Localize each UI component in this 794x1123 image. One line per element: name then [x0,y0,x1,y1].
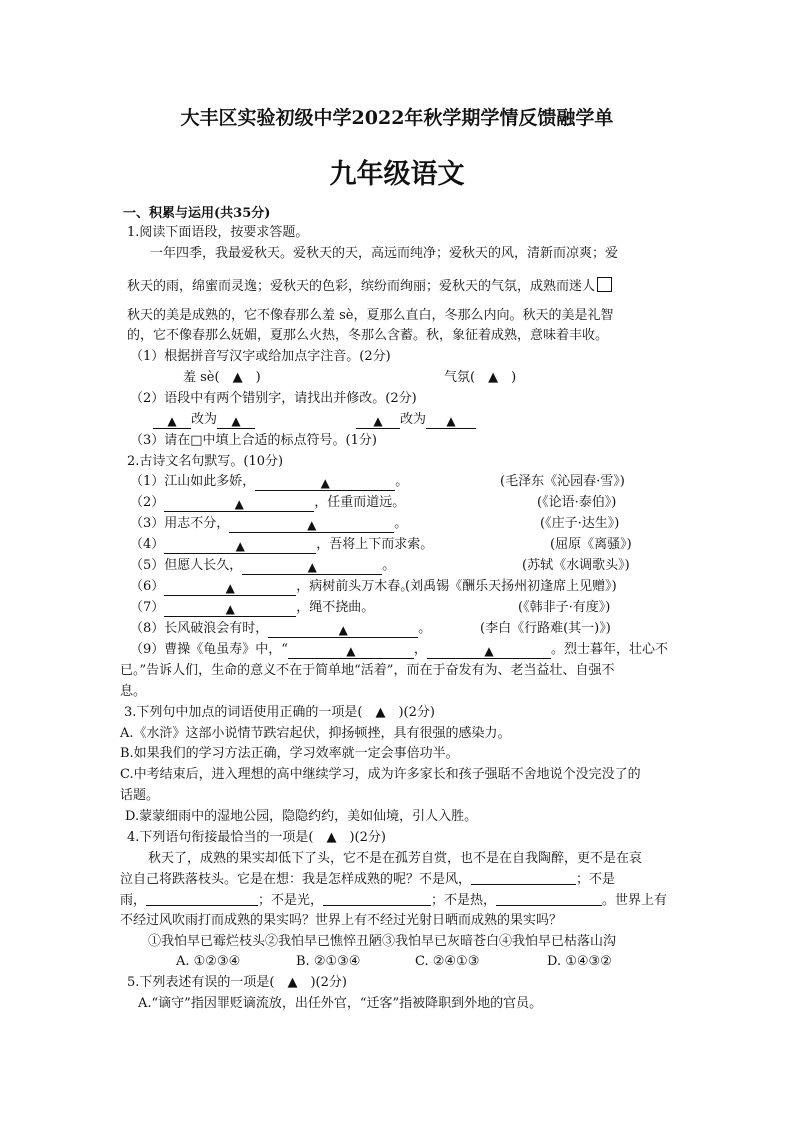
q3-option-d: D.蒙蒙细雨中的湿地公园，隐隐约约，美如仙境，引人入胜。 [125,809,478,824]
answer-blank[interactable]: ▲ [255,476,395,491]
poem-line-7: （7） ▲ ，绳不挠曲。 [130,600,375,616]
poem-line-6: （6） ▲ ，病树前头万木春。 [130,579,414,595]
section-heading: 一、积累与运用(共35分) [123,206,271,221]
answer-blank[interactable]: ▲ [288,644,414,659]
q3-stem: 3.下列句中加点的词语使用正确的一项是( ▲ )(2分) [124,705,435,720]
answer-blank[interactable]: ▲ [153,414,191,429]
poem-line-8: （8）长风破浪会有时， ▲ 。 [130,621,432,637]
q4-passage-line: 秋天了，成熟的果实却低下了头，它不是在孤芳自赏，也不是在自我陶醉，更不是在哀 [148,851,643,866]
answer-blank[interactable]: ▲ [164,581,296,596]
answer-blank[interactable] [146,891,258,906]
q4-passage-line: 泣自己将跌落枝头。它是在想：我是怎样成熟的呢？不是风， ；不是 [120,872,616,887]
q1-sub2-blanks-1: ▲ 改为 ▲ [153,411,255,429]
q1-stem: 1.阅读下面语段，按要求答题。 [127,225,309,240]
q1-sub3: （3）请在□中填上合适的标点符号。(1分) [130,433,377,448]
q2-stem: 2.古诗文名句默写。(10分) [127,454,284,469]
answer-blank[interactable]: ▲ [427,644,551,659]
poem-source: (《韩非子·有度》) [518,600,611,615]
poem-line-4: （4） ▲ ，吾将上下而求索。 [130,537,434,553]
answer-blank[interactable]: ▲ [217,414,255,429]
poem-source: (苏轼《水调歌头》) [522,558,630,573]
answer-blank[interactable]: ▲ [426,414,476,429]
q4-choice-d: D. ①④③② [547,954,612,969]
q1-sub1-b: 气氛( ▲ ) [444,370,517,385]
poem-line-9: （9）曹操《龟虽寿》中，“ ▲ ， ▲ 。烈士暮年，壮心不 [130,642,668,658]
q4-stem: 4.下列语句衔接最恰当的一项是( ▲ )(2分) [127,830,386,845]
answer-blank[interactable] [471,870,576,885]
answer-blank[interactable]: ▲ [268,623,418,638]
q4-choice-c: C. ②④①③ [415,954,480,969]
poem-source: (屈原《离骚》) [550,537,632,552]
q4-sentence-options: ①我怕早已霉烂枝头②我怕早已憔悴丑陋③我怕早已灰暗苍白④我怕早已枯落山沟 [148,934,617,949]
poem-source: (李白《行路难(其一)》) [480,621,611,636]
q1-passage-line: 的，它不像春那么妩媚，夏那么火热，冬那么含蓄。秋，象征着成熟，意味着丰收。 [127,328,609,343]
poem-line-9-end: 息。 [120,684,147,699]
poem-source: (刘禹锡《酬乐天扬州初逢席上见赠》) [405,579,617,594]
q3-option-c-cont: 话题。 [120,788,160,803]
answer-blank[interactable]: ▲ [164,602,296,617]
q1-sub2-blanks-2: ▲ 改为 ▲ [356,411,476,429]
poem-source: (毛泽东《沁园春·雪》) [500,474,625,489]
answer-blank[interactable]: ▲ [229,518,394,533]
q4-passage-line: 雨， ；不是光， ；不是热， 。世界上有 [120,893,668,908]
q5-stem: 5.下列表述有误的一项是( ▲ )(2分) [127,975,347,990]
q1-passage-text: 秋天的雨，绵蜜而灵逸；爱秋天的色彩，缤纷而绚丽；爱秋天的气氛，成熟而迷人 [127,279,596,294]
q1-sub2: （2）语段中有两个错别字，请找出并修改。(2分) [130,391,417,406]
answer-blank[interactable]: ▲ [164,497,314,512]
poem-line-5: （5）但愿人长久， ▲ 。 [130,558,396,574]
q5-option-a: A.“谪守”指因罪贬谪流放，出任外官，“迁客”指被降职到外地的官员。 [138,996,543,1011]
q1-passage-line [127,277,612,295]
q3-option-b: B.如果我们的学习方法正确，学习效率就一定会事倍功半。 [120,746,459,761]
answer-blank[interactable]: ▲ [242,560,382,575]
answer-blank[interactable] [323,891,431,906]
q3-option-c: C.中考结束后，进入理想的高中继续学习，成为许多家长和孩子强聒不舍地说个没完没了的 [120,767,641,782]
q1-passage-line: 秋天的美是成熟的，它不像春那么羞 sè，夏那么直白，冬那么内向。秋天的美是礼智 [127,308,614,323]
poem-source: (《论语·泰伯》) [537,495,617,510]
subject-title: 九年级语文 [329,159,465,190]
document-title: 大丰区实验初级中学2022年秋学期学情反馈融学单 [180,107,614,129]
answer-blank[interactable]: ▲ [356,414,400,429]
q4-choice-b: B. ②①③④ [296,954,361,969]
poem-line-3: （3）用志不分， ▲ 。 [130,516,408,532]
punctuation-box [597,277,612,292]
q4-choice-a: A. ①②③④ [176,954,241,969]
poem-line-2: （2） ▲ ，任重而道远。 [130,495,406,511]
poem-line-9-cont: 已。”告诉人们，生命的意义不在于简单地“活着”，而在于奋发有为、老当益壮、自强不 [120,663,615,678]
q4-passage-line: 不经过风吹雨打而成熟的果实吗？世界上有不经过光射日晒而成熟的果实吗？ [120,913,563,928]
q3-option-a: A.《水浒》这部小说情节跌宕起伏，抑扬顿挫，具有很强的感染力。 [120,726,511,741]
poem-source: (《庄子·达生》) [540,516,620,531]
q1-passage-line: 一年四季，我最爱秋天。爱秋天的天，高远而纯净；爱秋天的风，清新而凉爽；爱 [150,246,619,261]
poem-line-1: （1）江山如此多娇， ▲ 。 [130,474,409,490]
q1-sub1: （1）根据拼音写汉字或给加点字注音。(2分) [130,349,391,364]
answer-blank[interactable]: ▲ [164,539,316,554]
answer-blank[interactable] [496,891,602,906]
q1-sub1-a: 羞 sè( ▲ ) [183,370,261,385]
